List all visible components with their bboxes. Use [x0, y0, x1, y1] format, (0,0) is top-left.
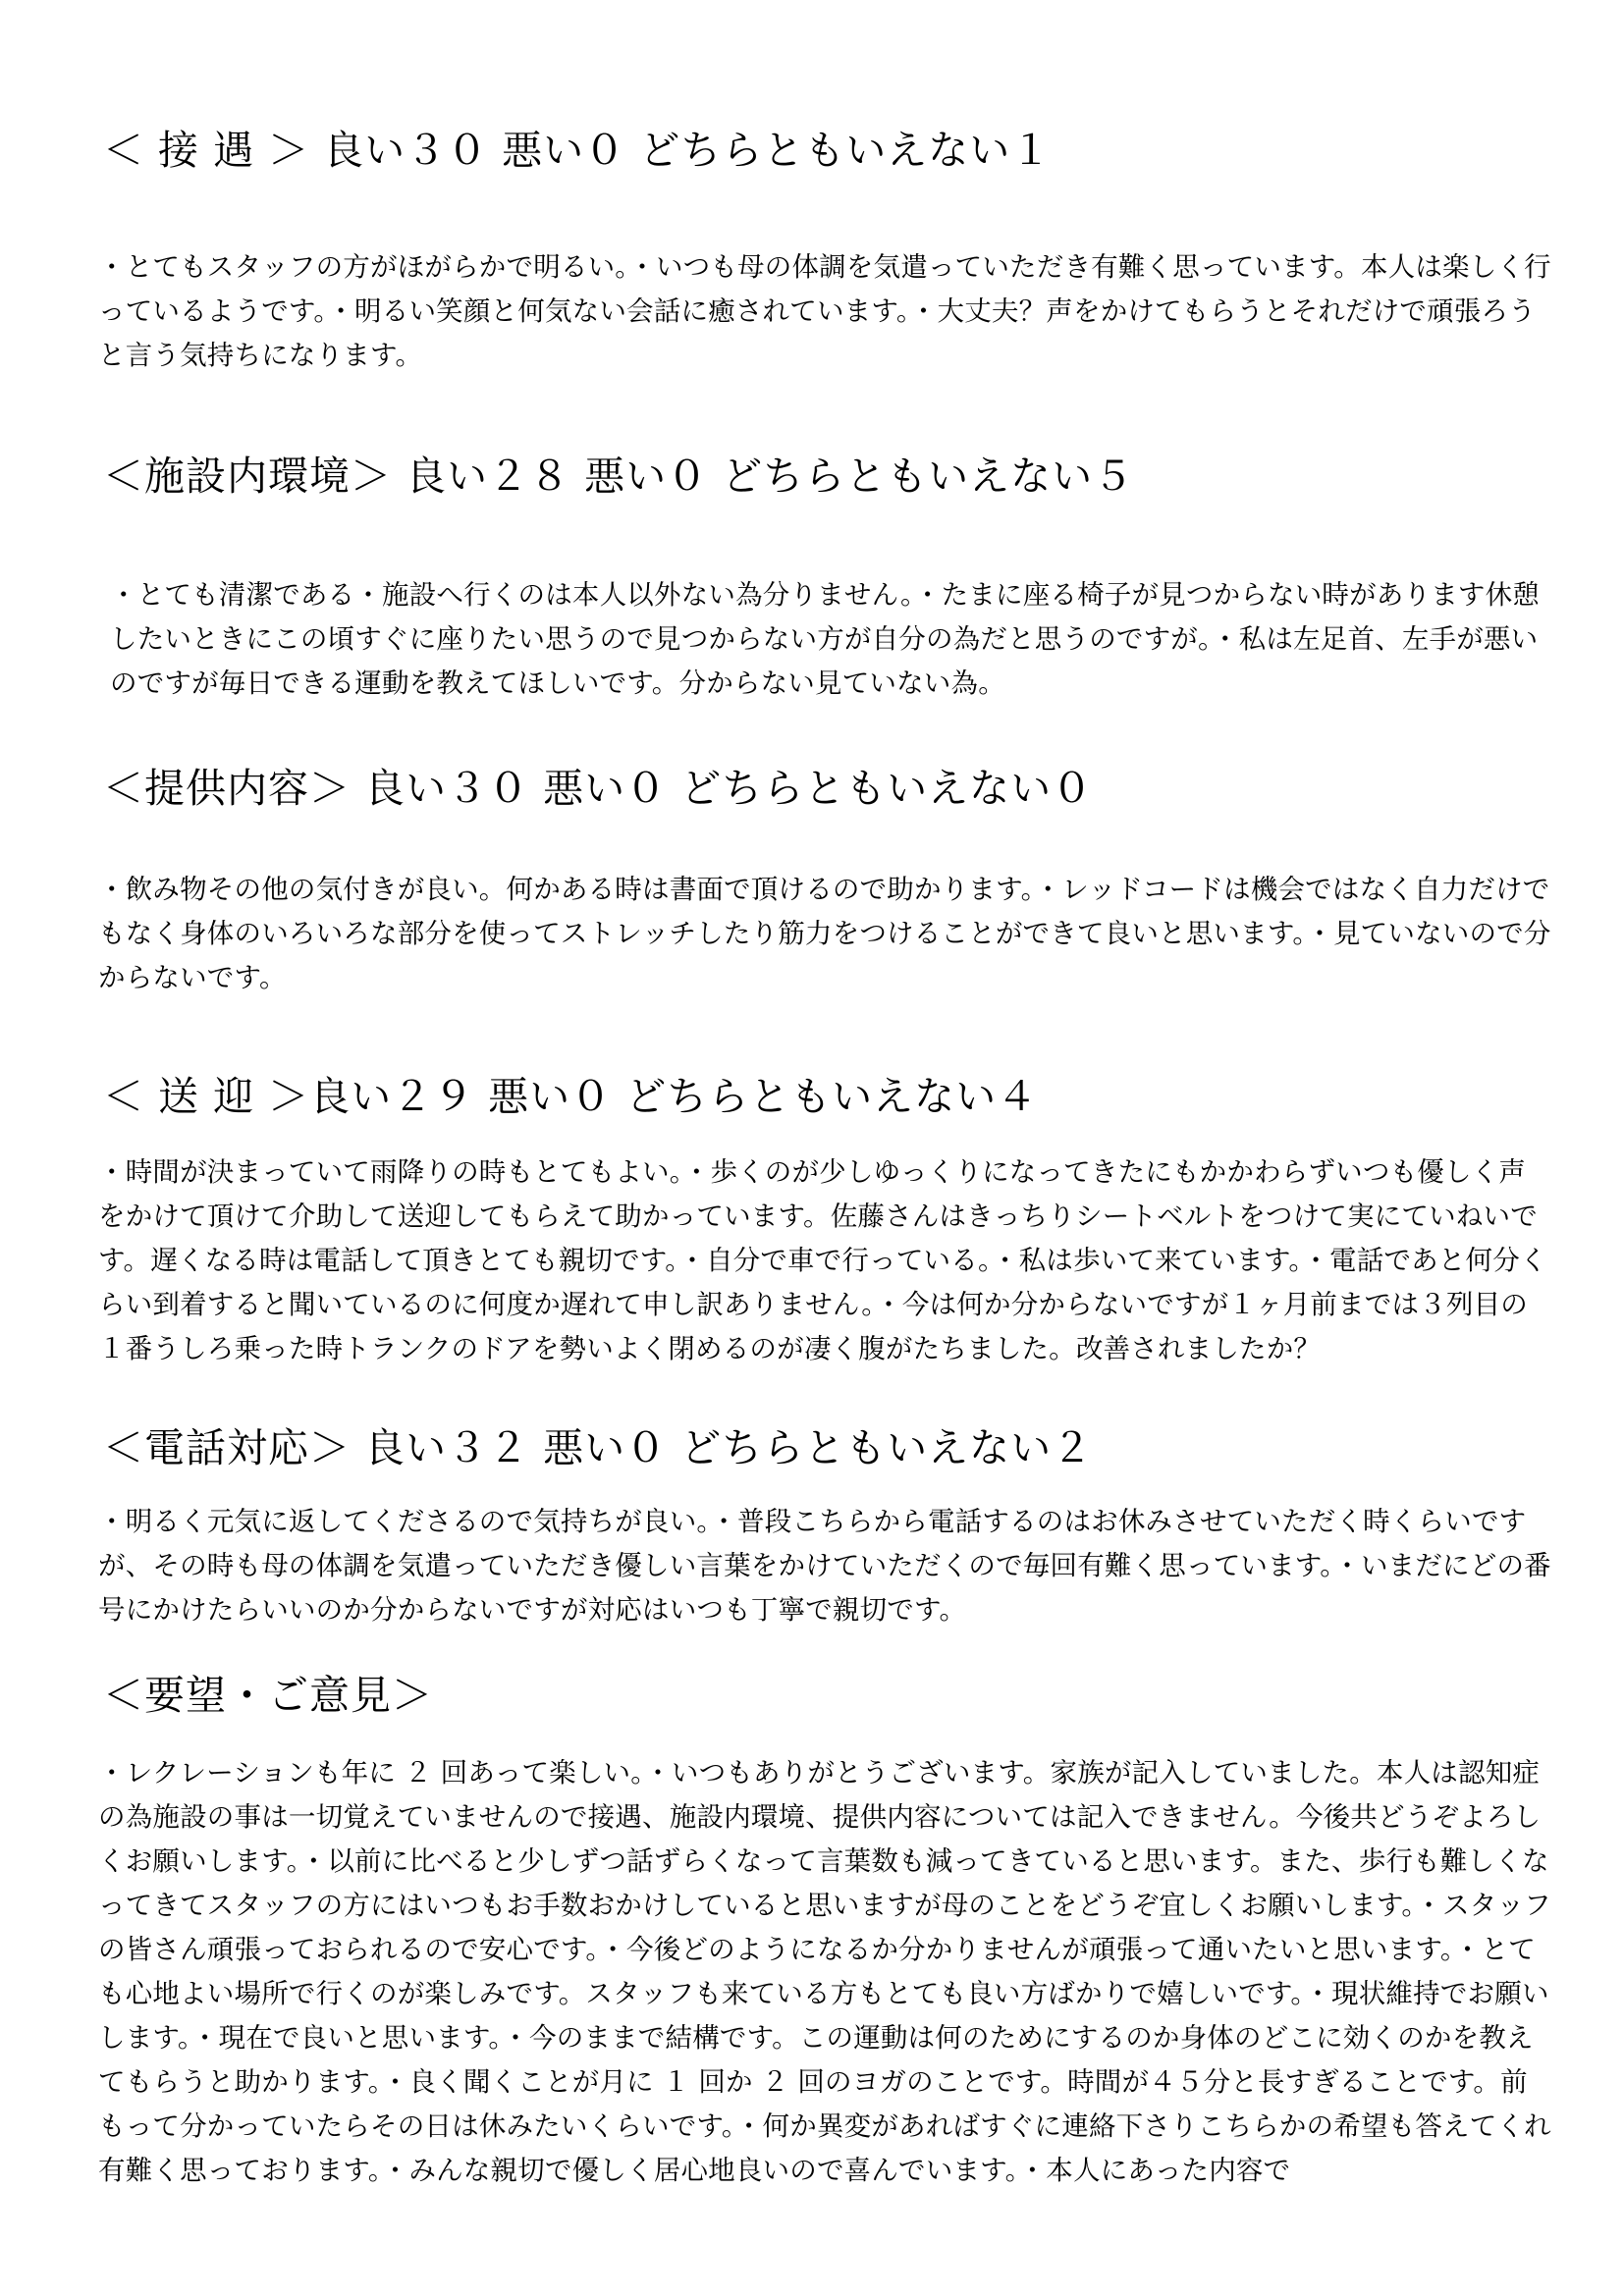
section-body-requests-opinions: ・レクレーションも年に ２ 回あって楽しい。・いつもありがとうございます。家族が記入していました。本人は認知症の為施設の事は一切覚えていませんので接遇、施設内環境、提供内容については記入できません。今後共どうぞよろしくお願いします。・以前に比べると少しずつ話ずらくなって言葉数も減ってきていると思います。また、歩行も難しくなってきてスタッフの方にはいつもお手数おかけしていると思いますが母のことをどうぞ宜しくお願いします。・スタッフの皆さん頑張っておられるので安心です。・今後どのようになるか分かりませんが頑張って通いたいと思います。・とても心地よい場所で行くのが楽しみです。スタッフも来ている方もとても良い方ばかりで嬉しいです。・現状維持でお願いします。・現在で良いと思います。・今のままで結構です。この運動は何のためにするのか身体のどこに効くのかを教えてもらうと助かります。・良く聞くことが月に １ 回か ２ 回のヨガのことです。時間が４５分と長すぎることです。前もって分かっていたらその日は休みたいくらいです。・何か異変があればすぐに連絡下さりこちらかの希望も答えてくれ有難く思っております。・みんな親切で優しく居心地良いので喜んでいます。・本人にあった内容で: [98, 1757, 1551, 2186]
section-heading-facility-environment: ＜施設内環境＞ 良い２８ 悪い０ どちらともいえない５: [103, 453, 1135, 500]
section-heading-service-content: ＜提供内容＞ 良い３０ 悪い０ どちらともいえない０: [103, 765, 1094, 812]
section-heading-reception: ＜ 接 遇 ＞ 良い３０ 悪い０ どちらともいえない１: [103, 127, 1053, 174]
section-heading-requests-opinions: ＜要望・ご意見＞: [103, 1672, 433, 1719]
section-body-transport: ・時間が決まっていて雨降りの時もとてもよい。・歩くのが少しゆっくりになってきたにもかかわらずいつも優しく声をかけて頂けて介助して送迎してもらえて助かっています。佐藤さんはきっちりシートベルトをつけて実にていねいです。遅くなる時は電話して頂きとても親切です。・自分で車で行っている。・私は歩いて来ています。・電話であと何分くらい到着すると聞いているのに何度か遅れて申し訳ありません。・今は何か分からないですが１ヶ月前までは３列目の１番うしろ乗った時トランクのドアを勢いよく閉めるのが凄く腹がたちました。改善されましたか？: [98, 1156, 1547, 1364]
section-body-facility-environment: ・とても清潔である・施設へ行くのは本人以外ない為分りません。・たまに座る椅子が見つからない時があります休憩したいときにこの頃すぐに座りたい思うので見つからない方が自分の為だと思うのですが。・私は左足首、左手が悪いのですが毎日できる運動を教えてほしいです。分からない見ていない為。: [110, 579, 1540, 699]
section-body-reception: ・とてもスタッフの方がほがらかで明るい。・いつも母の体調を気遣っていただき有難く思っています。本人は楽しく行っているようです。・明るい笑顔と何気ない会話に癒されています。・大丈夫？声をかけてもらうとそれだけで頑張ろうと言う気持ちになります。: [98, 251, 1551, 371]
section-body-service-content: ・飲み物その他の気付きが良い。何かある時は書面で頂けるので助かります。・レッドコードは機会ではなく自力だけでもなく身体のいろいろな部分を使ってストレッチしたり筋力をつけることができて良いと思います。・見ていないので分からないです。: [98, 874, 1551, 993]
section-heading-transport: ＜ 送 迎 ＞良い２９ 悪い０ どちらともいえない４: [103, 1073, 1039, 1120]
section-heading-phone-support: ＜電話対応＞ 良い３２ 悪い０ どちらともいえない２: [103, 1424, 1094, 1471]
section-body-phone-support: ・明るく元気に返してくださるので気持ちが良い。・普段こちらから電話するのはお休みさせていただく時くらいですが、その時も母の体調を気遣っていただき優しい言葉をかけていただくので毎回有難く思っています。・いまだにどの番号にかけたらいいのか分からないですが対応はいつも丁寧で親切です。: [98, 1506, 1551, 1626]
